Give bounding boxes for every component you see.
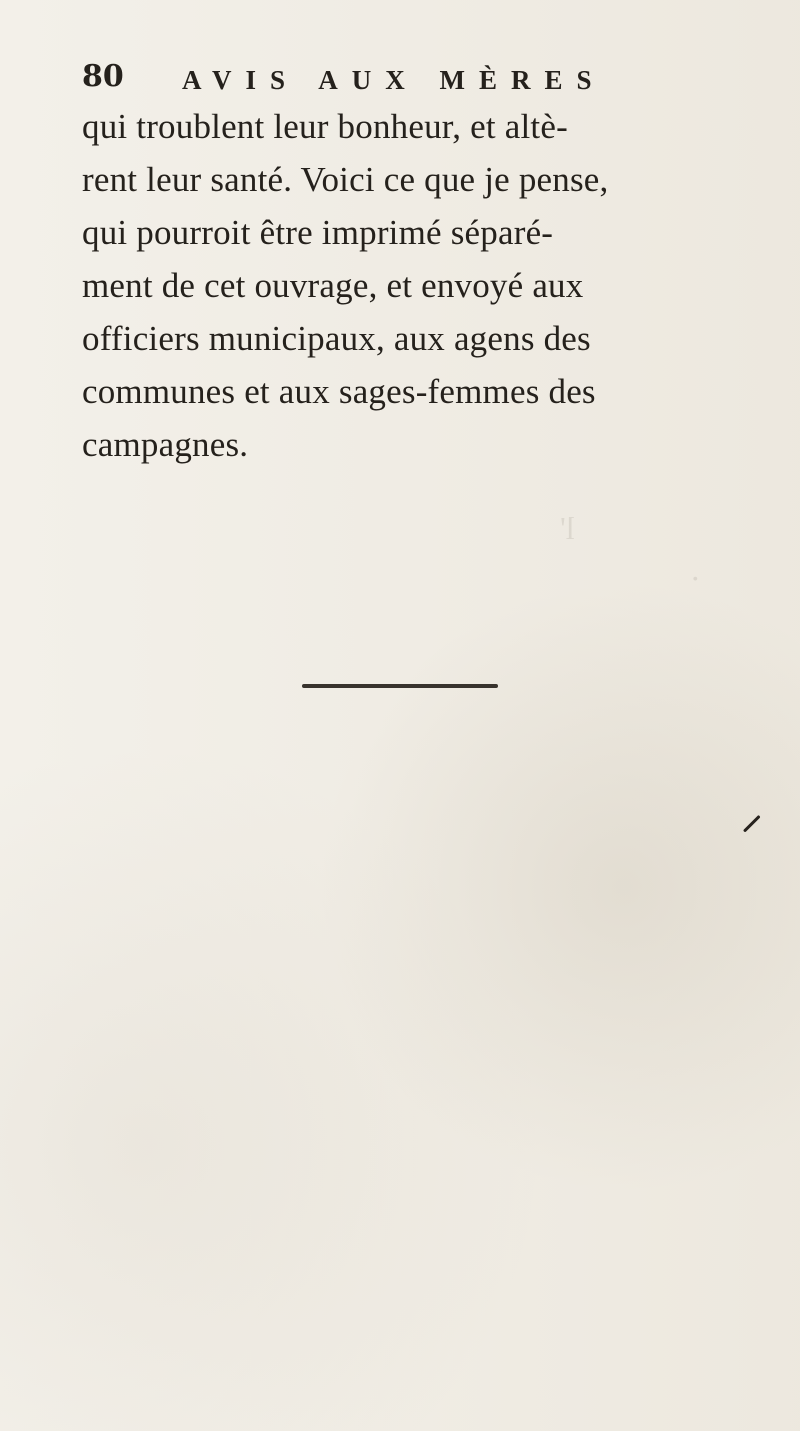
text-line: communes et aux sages-femmes des bbox=[82, 372, 596, 411]
text-line: officiers municipaux, aux agens des bbox=[82, 319, 591, 358]
page-number: 80 bbox=[82, 59, 124, 94]
show-through-text: l' bbox=[560, 510, 575, 546]
text-line: ment de cet ouvrage, et envoyé aux bbox=[82, 266, 584, 305]
section-divider bbox=[302, 684, 498, 688]
page-header bbox=[82, 56, 642, 98]
text-line: qui troublent leur bonheur, et altè- bbox=[82, 107, 568, 146]
text-line: rent leur santé. Voici ce que je pense, bbox=[82, 160, 609, 199]
text-line: qui pourroit être imprimé séparé- bbox=[82, 213, 554, 252]
body-text bbox=[82, 100, 762, 471]
show-through-text: · bbox=[690, 560, 701, 596]
running-title: AVIS AUX MÈRES bbox=[182, 65, 606, 95]
ink-mark bbox=[743, 815, 761, 833]
text-line: campagnes. bbox=[82, 425, 249, 464]
